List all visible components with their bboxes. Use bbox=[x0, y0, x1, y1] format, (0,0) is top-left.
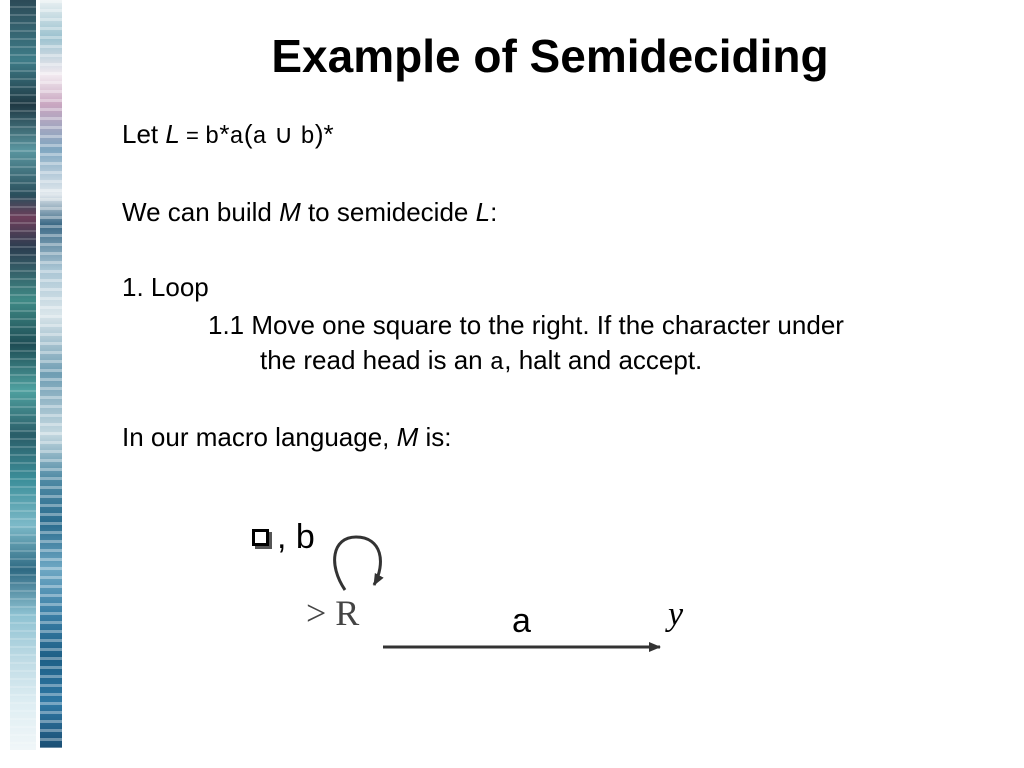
decorative-strip-right bbox=[40, 0, 62, 748]
build-statement bbox=[122, 196, 497, 228]
union-sign: ∪ bbox=[266, 119, 301, 149]
self-loop-arrow bbox=[335, 537, 381, 590]
build-prefix: We can build bbox=[122, 197, 280, 227]
slide-title: Example of Semideciding bbox=[271, 30, 829, 82]
step-suffix: , halt and accept. bbox=[504, 345, 703, 375]
loop-label-rest: , b bbox=[277, 518, 315, 556]
blank-square-icon bbox=[252, 529, 269, 546]
machine-diagram bbox=[240, 505, 710, 680]
symbol-b-union: b bbox=[300, 124, 315, 151]
symbol-b: b bbox=[204, 124, 220, 151]
edge-label: a bbox=[512, 602, 531, 640]
loop-heading: 1. Loop bbox=[122, 272, 209, 302]
equals-sign: = bbox=[179, 123, 205, 148]
symbol-a: a bbox=[229, 124, 244, 151]
var-l-2: L bbox=[475, 197, 491, 227]
var-l: L bbox=[165, 119, 180, 149]
step-char-a: a bbox=[489, 350, 505, 377]
step-prefix: the read head is an bbox=[260, 345, 490, 375]
macro-prefix: In our macro language, bbox=[122, 422, 397, 452]
open-paren: ( bbox=[243, 119, 253, 149]
macro-statement bbox=[122, 421, 452, 453]
loop-step-line-2 bbox=[260, 344, 702, 380]
var-m: M bbox=[279, 197, 301, 227]
let-text: Let bbox=[122, 119, 166, 149]
build-suffix: : bbox=[490, 197, 498, 227]
macro-suffix: is: bbox=[418, 422, 452, 452]
symbol-a-union: a bbox=[252, 124, 267, 151]
language-definition bbox=[122, 118, 334, 154]
final-state: y bbox=[668, 596, 684, 633]
build-middle: to semidecide bbox=[300, 197, 476, 227]
loop-label bbox=[252, 517, 315, 557]
var-m-2: M bbox=[396, 422, 419, 452]
star-sign: * bbox=[219, 119, 230, 149]
close-paren-star: )* bbox=[314, 119, 334, 149]
decorative-strip-left bbox=[10, 0, 36, 750]
loop-step-line-1: 1.1 Move one square to the right. If the character under bbox=[208, 310, 844, 340]
start-state: > R bbox=[306, 593, 360, 633]
